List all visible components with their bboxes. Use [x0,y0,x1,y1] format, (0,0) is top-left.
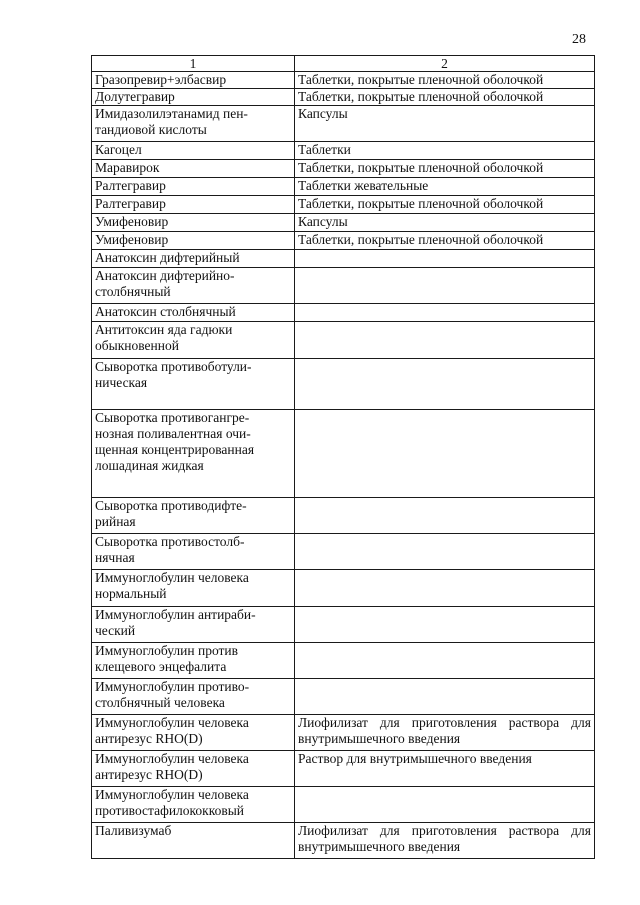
table-row [92,106,595,142]
drug-name-cell: Долутегравир [92,89,295,106]
header-row [92,56,595,72]
table-row [92,679,595,715]
table-row [92,196,595,214]
table-row [92,570,595,607]
dosage-form-cell [295,607,595,643]
table-row [92,607,595,643]
drug-name-cell: Гразопревир+элбасвир [92,72,295,89]
page-number: 28 [572,32,586,47]
table-row [92,142,595,160]
drug-table [91,55,595,859]
table-row [92,823,595,859]
table-row [92,72,595,89]
drug-name-cell: Иммуноглобулин противо- столбнячный человека [92,679,295,715]
dosage-form-cell [295,534,595,570]
dosage-form-cell: Таблетки [295,142,595,160]
dosage-form-cell: Таблетки, покрытые пленочной оболочкой [295,89,595,106]
table-row [92,534,595,570]
dosage-form-cell: Капсулы [295,214,595,232]
drug-name-cell: Имидазолилэтанамид пен- тандиовой кислоты [92,106,295,142]
table-row [92,178,595,196]
table-row [92,250,595,268]
drug-name-cell: Анатоксин столбнячный [92,304,295,322]
drug-name-cell: Иммуноглобулин против клещевого энцефалита [92,643,295,679]
dosage-form-cell: Раствор для внутримышечного введения [295,751,595,787]
drug-name-cell: Сыворотка противостолб- нячная [92,534,295,570]
table-row [92,232,595,250]
table-row [92,715,595,751]
table-row [92,359,595,410]
dosage-form-cell: Таблетки, покрытые пленочной оболочкой [295,72,595,89]
table-row [92,787,595,823]
dosage-form-cell [295,570,595,607]
table-row [92,751,595,787]
column-header-1: 1 [92,56,295,72]
dosage-form-cell [295,679,595,715]
table-row [92,498,595,534]
drug-name-cell: Сыворотка противоботули- ническая [92,359,295,410]
drug-name-cell: Умифеновир [92,232,295,250]
dosage-form-cell [295,304,595,322]
dosage-form-cell: Таблетки, покрытые пленочной оболочкой [295,196,595,214]
dosage-form-cell [295,250,595,268]
dosage-form-cell: Таблетки, покрытые пленочной оболочкой [295,232,595,250]
drug-name-cell: Ралтегравир [92,196,295,214]
table-row [92,410,595,498]
table-row [92,304,595,322]
dosage-form-cell: Таблетки жевательные [295,178,595,196]
drug-name-cell: Сыворотка противодифте- рийная [92,498,295,534]
dosage-form-cell [295,268,595,304]
drug-name-cell: Анатоксин дифтерийный [92,250,295,268]
table-row [92,643,595,679]
table-row [92,268,595,304]
dosage-form-cell: Лиофилизат для приготовления раствора для внутримышечного введения [295,715,595,751]
dosage-form-cell [295,643,595,679]
table-row [92,322,595,359]
drug-name-cell: Маравирок [92,160,295,178]
drug-name-cell: Иммуноглобулин человека антирезус RHO(D) [92,751,295,787]
drug-name-cell: Анатоксин дифтерийно- столбнячный [92,268,295,304]
drug-name-cell: Умифеновир [92,214,295,232]
dosage-form-cell: Лиофилизат для приготовления раствора для внутримышечного введения [295,823,595,859]
drug-name-cell: Ралтегравир [92,178,295,196]
drug-name-cell: Иммуноглобулин человека нормальный [92,570,295,607]
dosage-form-cell: Капсулы [295,106,595,142]
table-row [92,160,595,178]
table-row [92,214,595,232]
dosage-form-cell [295,410,595,498]
drug-name-cell: Иммуноглобулин антираби- ческий [92,607,295,643]
column-header-2: 2 [295,56,595,72]
dosage-form-cell: Таблетки, покрытые пленочной оболочкой [295,160,595,178]
dosage-form-cell [295,359,595,410]
table-row [92,89,595,106]
dosage-form-cell [295,787,595,823]
dosage-form-cell [295,322,595,359]
drug-name-cell: Сыворотка противогангре- нозная поливалентная очи- щенная концентрированная лошадиная жидкая [92,410,295,498]
drug-name-cell: Антитоксин яда гадюки обыкновенной [92,322,295,359]
drug-name-cell: Иммуноглобулин человека антирезус RHO(D) [92,715,295,751]
drug-name-cell: Паливизумаб [92,823,295,859]
drug-name-cell: Кагоцел [92,142,295,160]
dosage-form-cell [295,498,595,534]
drug-name-cell: Иммуноглобулин человека противостафилококковый [92,787,295,823]
